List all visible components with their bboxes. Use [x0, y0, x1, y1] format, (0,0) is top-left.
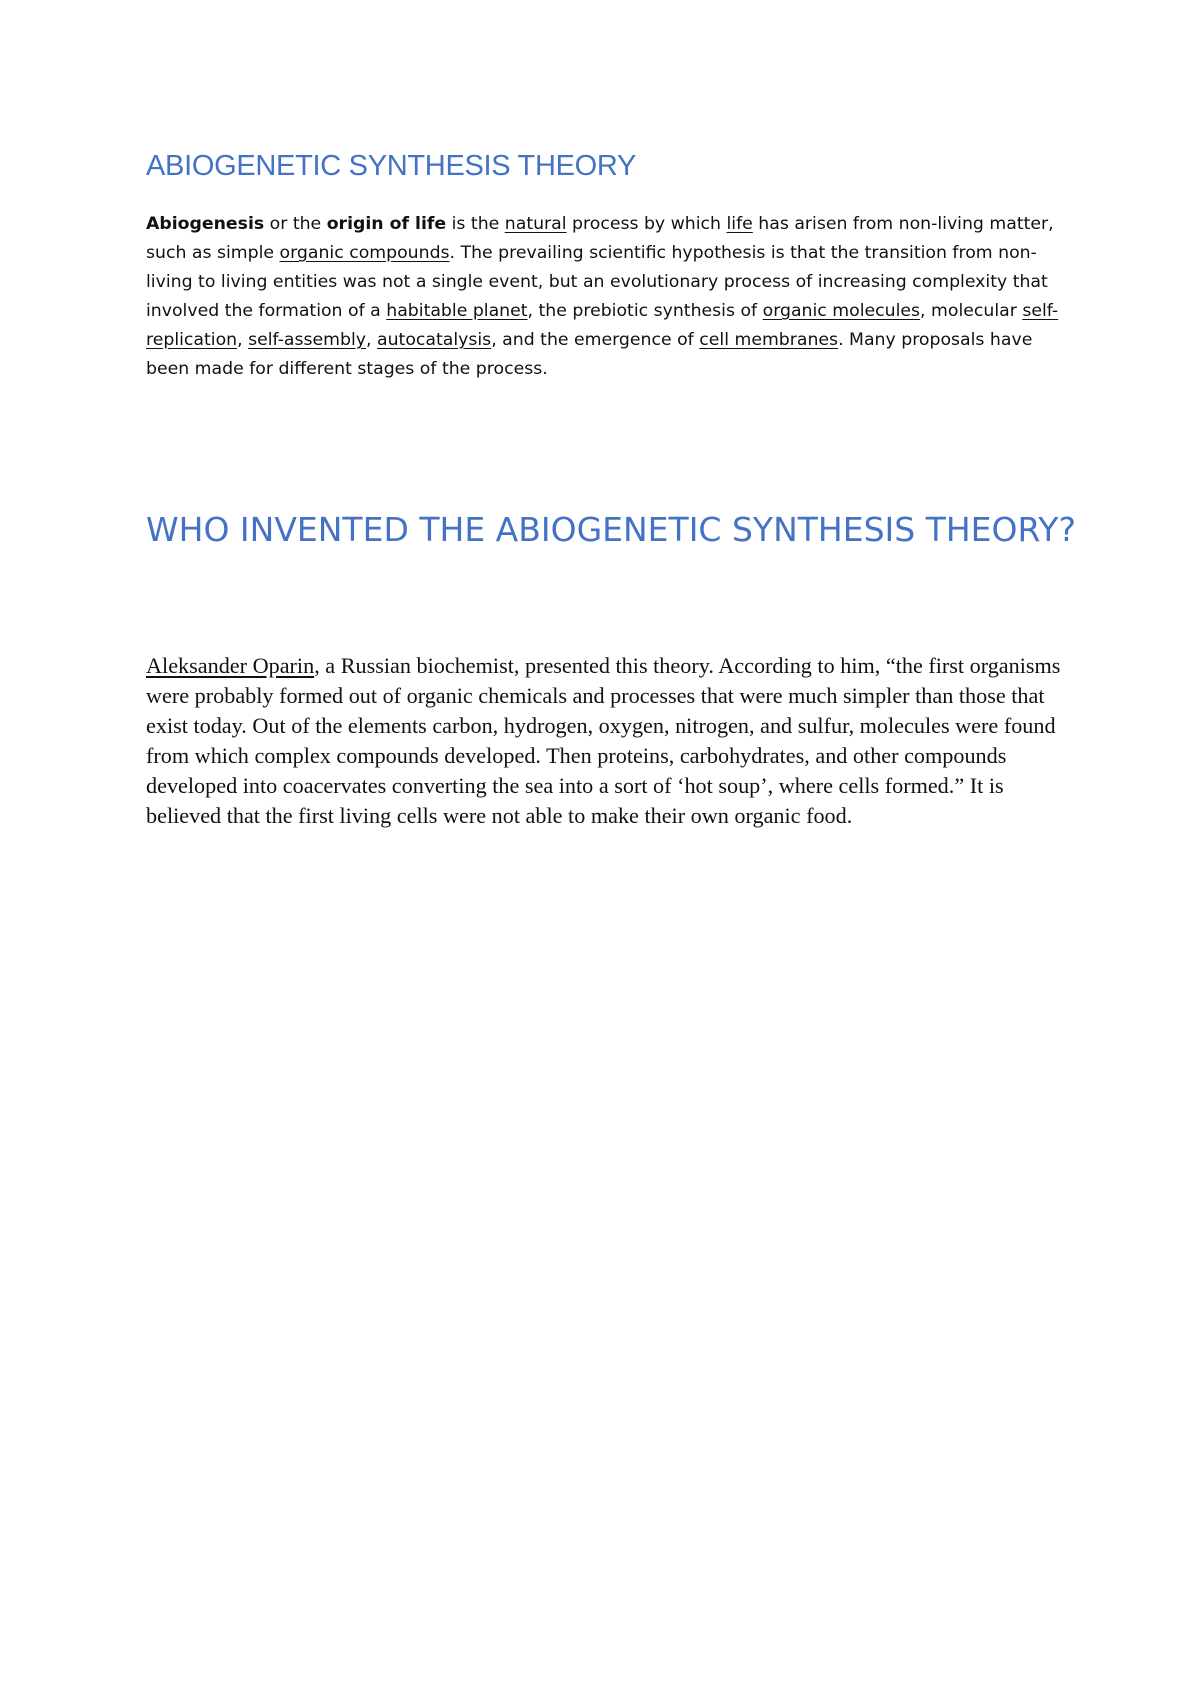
text-run: , — [366, 330, 377, 350]
text-run: , the prebiotic synthesis of — [527, 301, 763, 321]
text-run: has arisen from non-living matter, such as simple — [146, 214, 1054, 263]
hyperlink-term: self-replication — [146, 301, 1059, 350]
hyperlink-term: self-assembly — [248, 330, 366, 350]
hyperlink-term: organic compounds — [279, 243, 450, 263]
text-run: . Many proposals have been made for different stages of the process. — [146, 330, 1033, 379]
text-run: , and the emergence of — [491, 330, 700, 350]
text-run: . The prevailing scientific hypothesis is that the transition from non-living to living entities was not a single event, but an evolutionary process of increasing complexity that involved the formation of a — [146, 243, 1048, 321]
hyperlink-term: natural — [504, 214, 567, 234]
bold-term: Abiogenesis — [146, 214, 265, 234]
paragraph-abiogenesis-definition — [146, 210, 1066, 384]
text-run: is the — [446, 214, 505, 234]
hyperlink-term: life — [726, 214, 753, 234]
hyperlink-term: habitable planet — [386, 301, 528, 321]
section-heading-abiogenetic-synthesis-theory: ABIOGENETIC SYNTHESIS THEORY — [146, 150, 637, 182]
hyperlink-term: organic molecules — [762, 301, 921, 321]
text-run: process by which — [566, 214, 727, 234]
paragraph-oparin-theory — [146, 651, 1071, 831]
hyperlink-term: Aleksander Oparin — [146, 653, 315, 678]
hyperlink-term: autocatalysis — [377, 330, 492, 350]
text-run: or the — [264, 214, 327, 234]
text-run: , molecular — [920, 301, 1023, 321]
bold-term: origin of life — [326, 214, 447, 234]
text-run: , — [237, 330, 249, 350]
text-run: , a Russian biochemist, presented this theory. According to him, “the first organisms were probably formed out of organic chemicals and processes that were much simpler than those that exist today. Out of the elements carbon, hydrogen, oxygen, nitrogen, and sulfur, molecules were found from which complex compounds developed. Then proteins, carbohydrates, and other compounds developed into coacervates converting the sea into a sort of ‘hot soup’, where cells formed.” It is believed that the first living cells were not able to make their own organic food. — [146, 653, 1061, 828]
hyperlink-term: cell membranes — [699, 330, 839, 350]
section-heading-who-invented: WHO INVENTED THE ABIOGENETIC SYNTHESIS THEORY? — [146, 510, 1076, 549]
